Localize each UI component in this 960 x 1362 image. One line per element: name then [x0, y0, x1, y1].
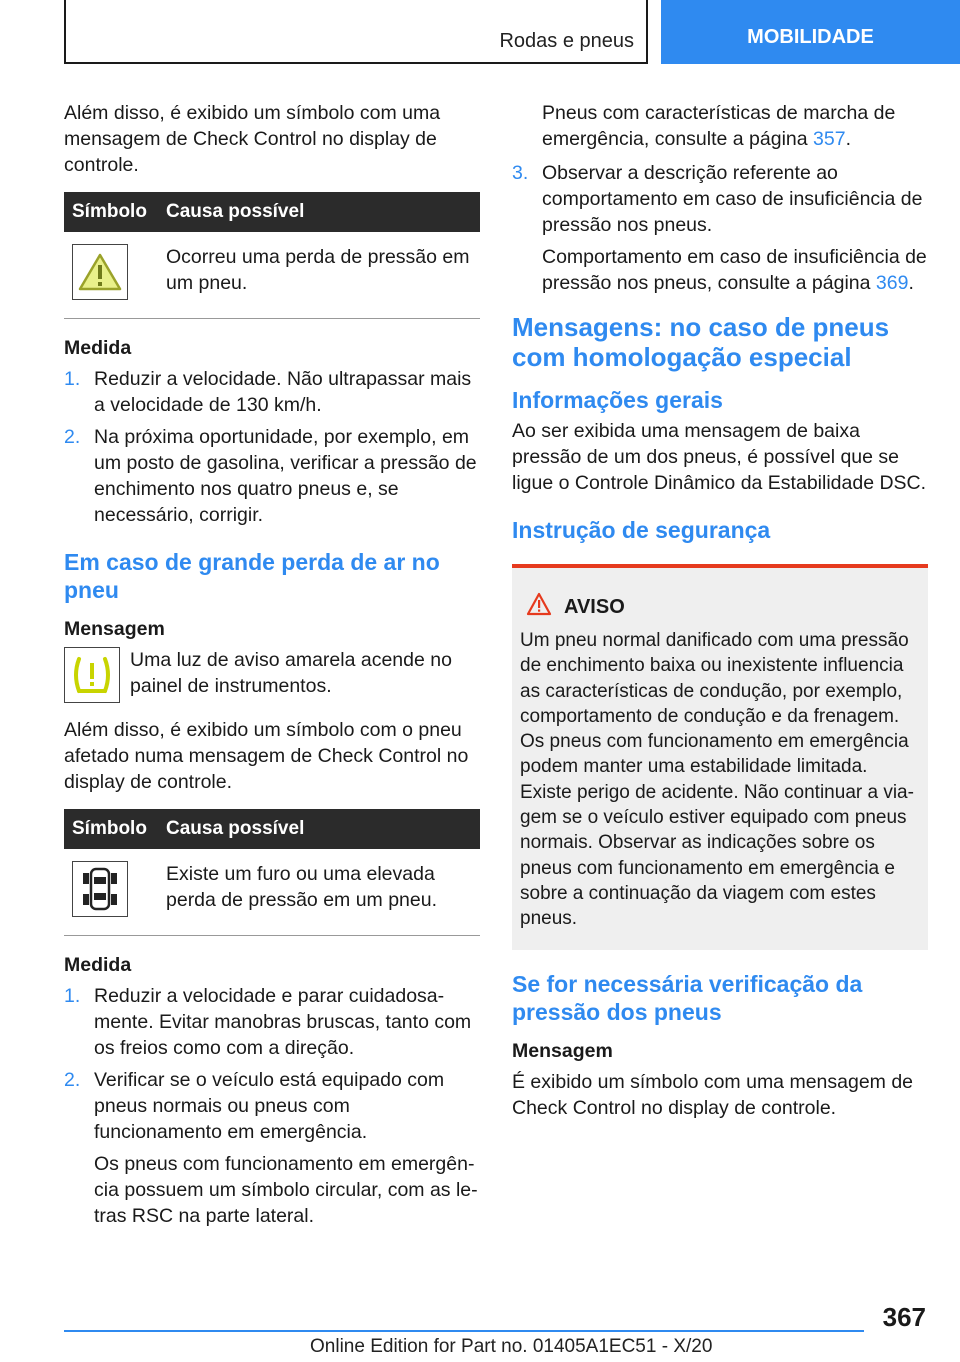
section-heading: Em caso de grande perda de ar no pneu — [64, 549, 440, 603]
step-text: Na próxima oportunidade, por exemplo, em um posto de gasolina, verificar a pressão de enchimento nos quatro pneus e, se necessário, corrigir. — [94, 426, 477, 526]
tire-pressure-warning-icon — [64, 647, 120, 703]
period: . — [908, 272, 914, 294]
table-header-symbol: Símbolo — [64, 192, 158, 232]
cause-cell: Existe um furo ou uma elevada perda de pressão em um pneu. — [158, 849, 480, 936]
subsection-heading: Instrução de segurança — [512, 517, 771, 543]
list-item — [64, 1067, 480, 1145]
footer-divider — [64, 1330, 864, 1332]
page-header — [0, 0, 960, 66]
measure-steps — [64, 366, 480, 528]
step-number: 1. — [64, 985, 81, 1007]
section-title: Rodas e pneus — [499, 30, 634, 52]
table-header-symbol: Símbolo — [64, 809, 158, 849]
table-row — [64, 232, 480, 319]
message-text: É exibido um símbolo com uma mensagem de Check Control no display de controle. — [512, 1070, 914, 1119]
right-column — [512, 100, 928, 1121]
list-item — [64, 366, 480, 418]
caution-icon — [526, 592, 552, 622]
step-text: Reduzir a velocidade e parar cuidadosamente. Evitar manobras bruscas, tanto com os freios como com a direção. — [94, 985, 472, 1059]
period: . — [845, 128, 851, 150]
table-row — [64, 849, 480, 936]
warning-label: AVISO — [564, 595, 625, 618]
subsection-heading: Informações gerais — [512, 387, 723, 413]
message-title: Mensagem — [512, 1039, 613, 1062]
also-text: Além disso, é exibido um símbolo com o pneu afetado numa mensagem de Check Control no display de controle. — [64, 719, 469, 793]
symbol-table-2 — [64, 809, 480, 936]
measure-title: Medida — [64, 954, 132, 976]
measure-title: Medida — [64, 337, 132, 359]
step-number: 1. — [64, 368, 81, 390]
step-number: 2. — [64, 1069, 81, 1091]
subsection-heading: Se for necessária verificação da pressão dos pneus — [512, 970, 863, 1025]
measure-steps — [64, 983, 480, 1145]
car-tire-icon — [72, 861, 128, 917]
note-text: Pneus com características de marcha de emergência, consulte a página — [542, 102, 896, 150]
symbol-cell — [64, 849, 158, 936]
info-text: Ao ser exibida uma mensagem de baixa pressão de um dos pneus, é possível que se ligue o Controle Dinâmico da Estabilidade DSC. — [512, 420, 927, 494]
table-header-cause: Causa possível — [158, 192, 480, 232]
list-item — [512, 160, 928, 238]
list-item — [64, 983, 480, 1061]
intro-text: Além disso, é exibido um símbolo com uma mensagem de Check Control no display de controle. — [64, 102, 441, 176]
page-link[interactable]: 369 — [875, 272, 909, 294]
section-title: Mensagens: no caso de pneus com homologação especial — [512, 312, 890, 372]
step-text: Observar a descrição referente ao comportamento em caso de insuficiência de pressão nos pneus. — [542, 162, 923, 236]
step-number: 3. — [512, 162, 529, 184]
left-column — [64, 100, 480, 1229]
measure-steps — [512, 160, 928, 238]
step-note — [512, 244, 928, 296]
note-text: Comportamento em caso de insuficiência de pressão nos pneus, consulte a página — [542, 246, 927, 294]
warning-title — [526, 592, 920, 622]
symbol-table-1 — [64, 192, 480, 319]
continued-note — [512, 100, 928, 152]
page-number: 367 — [882, 1302, 926, 1332]
step-text: Verificar se o veículo está equipado com pneus normais ou pneus com funcionamento em emergência. — [94, 1069, 445, 1143]
table-header-cause: Causa possível — [158, 809, 480, 849]
step-text: Reduzir a velocidade. Não ultrapassar mais a velocidade de 130 km/h. — [94, 368, 472, 416]
symbol-cell — [64, 232, 158, 319]
list-item — [64, 424, 480, 528]
cause-cell: Ocorreu uma perda de pressão em um pneu. — [158, 232, 480, 319]
warning-box — [512, 564, 928, 950]
warning-triangle-icon — [72, 244, 128, 300]
message-title: Mensagem — [64, 618, 165, 640]
step-note: Os pneus com funcionamento em emergência possuem um símbolo circular, com as letras RSC na parte lateral. — [94, 1153, 478, 1227]
message-row — [64, 647, 480, 703]
edition-text: Online Edition for Part no. 01405A1EC51 - X/20 — [310, 1336, 713, 1357]
step-number: 2. — [64, 426, 81, 448]
warning-text: Um pneu normal danificado com uma pressão de enchimento baixa ou inexistente influencia as características de condução, por exemplo, comportamento de condução e da frenagem. Os pneus com funcionamento em emergência podem manter uma estabilidade limitada. Existe perigo de acidente. Não continuar a viagem se o veículo estiver equipado com pneus normais. Observar as indicações sobre os pneus com funcionamento em emergência e sobre a continuação da viagem com estes pneus. — [520, 630, 914, 930]
page-link[interactable]: 357 — [813, 128, 846, 150]
message-text: Uma luz de aviso amarela acende no painel de instrumentos. — [130, 649, 452, 697]
chapter-tab[interactable]: MOBILIDADE — [661, 0, 960, 64]
